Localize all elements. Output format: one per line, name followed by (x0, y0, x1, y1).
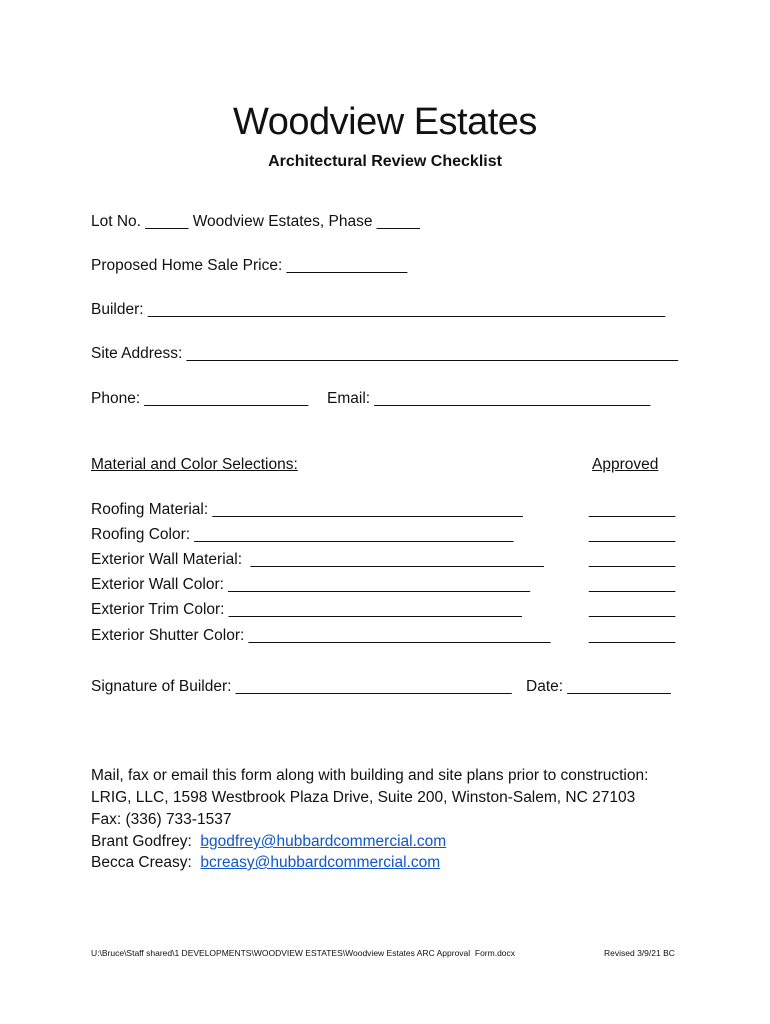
exterior-wall-color-field: Exterior Wall Color: ___________________________________ (91, 576, 530, 593)
exterior-shutter-color-approved: __________ (589, 627, 676, 644)
contact-name: Brant Godfrey: (91, 833, 201, 850)
footer-revision: Revised 3/9/21 BC (604, 948, 675, 958)
contact-brant (91, 832, 446, 852)
roofing-color-field: Roofing Color: _____________________________________ (91, 526, 514, 543)
page-subtitle: Architectural Review Checklist (268, 153, 502, 170)
email-link-bgodfrey[interactable]: bgodfrey@hubbardcommercial.com (200, 833, 447, 850)
roofing-material-approved: __________ (589, 501, 676, 518)
exterior-wall-material-approved: __________ (589, 551, 676, 568)
approved-heading: Approved (592, 456, 659, 473)
email-link-bcreasy[interactable]: bcreasy@hubbardcommercial.com (200, 854, 441, 871)
contact-becca (91, 853, 440, 873)
date-field: Date: ____________ (526, 678, 671, 695)
exterior-wall-color-approved: __________ (589, 576, 676, 593)
mailing-address: LRIG, LLC, 1598 Westbrook Plaza Drive, Suite 200, Winston-Salem, NC 27103 (91, 789, 636, 806)
fax-number: Fax: (336) 733-1537 (91, 811, 232, 828)
site-address-field: Site Address: _________________________________________________________ (91, 345, 678, 362)
builder-field: Builder: ____________________________________________________________ (91, 301, 666, 318)
instructions-text: Mail, fax or email this form along with building and site plans prior to construction: (91, 767, 649, 784)
exterior-trim-color-field: Exterior Trim Color: __________________________________ (91, 601, 522, 618)
roofing-color-approved: __________ (589, 526, 676, 543)
lot-field: Lot No. _____ Woodview Estates, Phase _____ (91, 213, 420, 230)
phone-field: Phone: ___________________ (91, 390, 309, 407)
email-field: Email: ________________________________ (327, 390, 651, 407)
roofing-material-field: Roofing Material: ____________________________________ (91, 501, 523, 518)
exterior-shutter-color-field: Exterior Shutter Color: ___________________________________ (91, 627, 551, 644)
materials-heading: Material and Color Selections: (91, 456, 298, 473)
signature-field: Signature of Builder: ________________________________ (91, 678, 512, 695)
footer-file-path: U:\Bruce\Staff shared\1 DEVELOPMENTS\WOODVIEW ESTATES\Woodview Estates ARC Approval Form.docx (91, 948, 516, 958)
price-field: Proposed Home Sale Price: ______________ (91, 257, 408, 274)
contact-name: Becca Creasy: (91, 854, 201, 871)
page-title: Woodview Estates (233, 101, 537, 143)
exterior-wall-material-field: Exterior Wall Material: __________________________________ (91, 551, 544, 568)
exterior-trim-color-approved: __________ (589, 601, 676, 618)
